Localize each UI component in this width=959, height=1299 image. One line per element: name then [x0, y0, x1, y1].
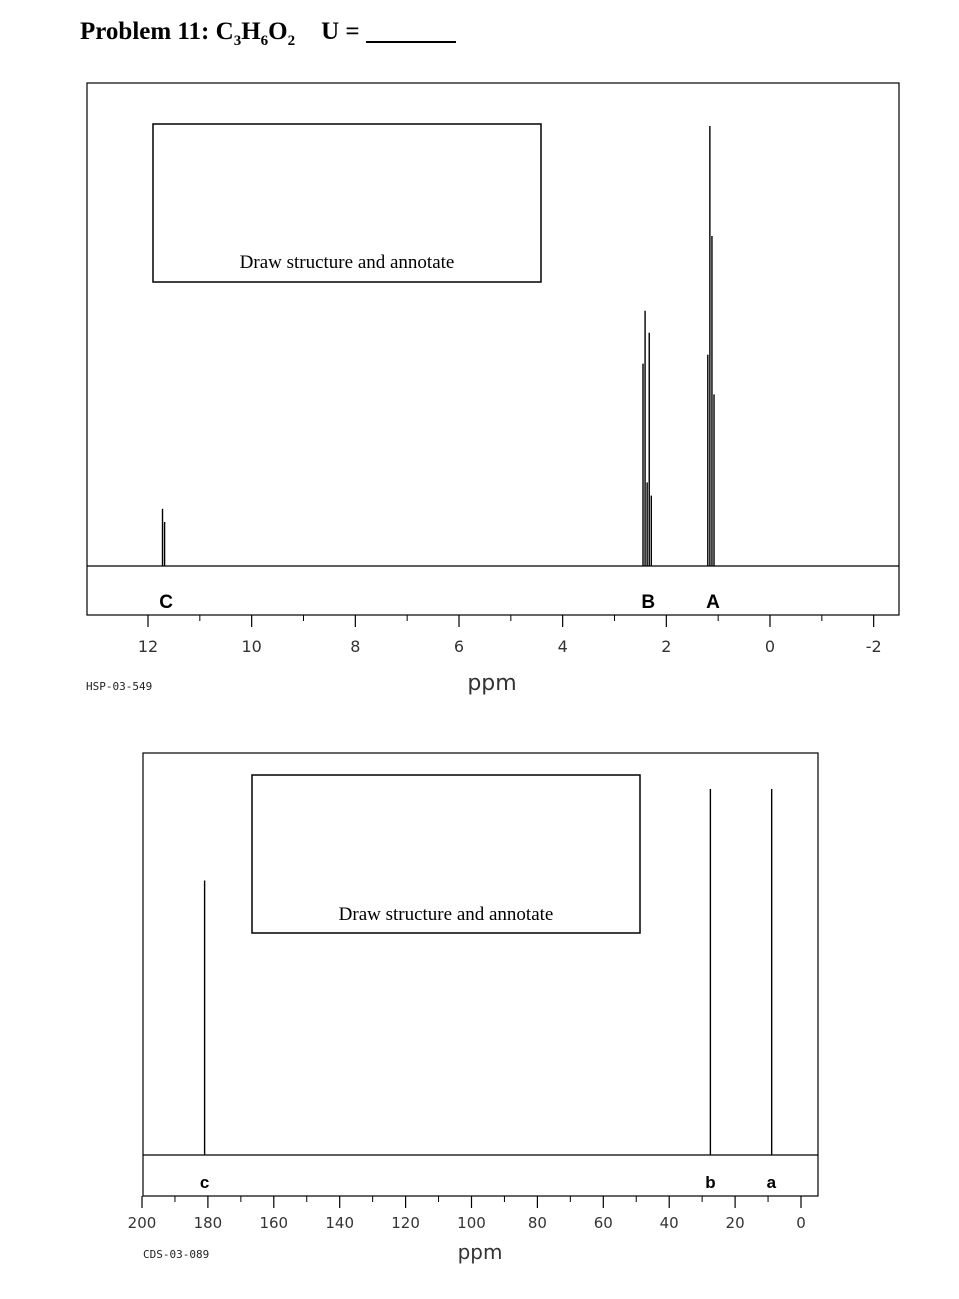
- x-axis-label: ppm: [457, 1240, 503, 1264]
- problem-label: Problem 11:: [80, 18, 216, 45]
- tick-label: 160: [259, 1214, 289, 1232]
- peak-label-C: C: [159, 592, 174, 613]
- tick-label: 200: [127, 1214, 157, 1232]
- tick-label: 8: [350, 637, 361, 656]
- tick-label: 140: [325, 1214, 355, 1232]
- tick-label: 20: [725, 1214, 745, 1232]
- structure-box-label: Draw structure and annotate: [239, 252, 455, 273]
- peak-label-B: B: [641, 592, 656, 613]
- spectrum-code: HSP-03-549: [86, 680, 153, 693]
- tick-label: 4: [557, 637, 568, 656]
- tick-label: 60: [593, 1214, 613, 1232]
- unsaturation-label: U =: [321, 18, 360, 45]
- tick-label: 100: [457, 1214, 486, 1232]
- tick-label: 10: [241, 637, 262, 656]
- tick-label: 0: [764, 637, 776, 656]
- x-axis-label: ppm: [467, 671, 517, 696]
- c-nmr-spectrum: [128, 753, 818, 1264]
- structure-box-label: Draw structure and annotate: [338, 904, 554, 925]
- h-nmr-spectrum: [86, 83, 899, 696]
- spectrum-code: CDS-03-089: [143, 1248, 210, 1261]
- tick-label: 2: [661, 637, 672, 656]
- formula: $C_3H_6O_2$: [215, 18, 296, 49]
- tick-label: 12: [137, 637, 159, 656]
- tick-label: 40: [659, 1214, 679, 1232]
- tick-label: 0: [796, 1214, 806, 1232]
- peak-label-a: a: [766, 1173, 777, 1192]
- tick-label: 80: [527, 1214, 547, 1232]
- tick-label: 6: [453, 637, 465, 656]
- peak-label-b: b: [705, 1173, 716, 1192]
- tick-label: 180: [193, 1214, 223, 1232]
- peak-label-A: A: [706, 592, 720, 613]
- tick-label: -2: [865, 637, 882, 656]
- tick-label: 120: [391, 1214, 420, 1232]
- peak-label-c: c: [199, 1173, 210, 1192]
